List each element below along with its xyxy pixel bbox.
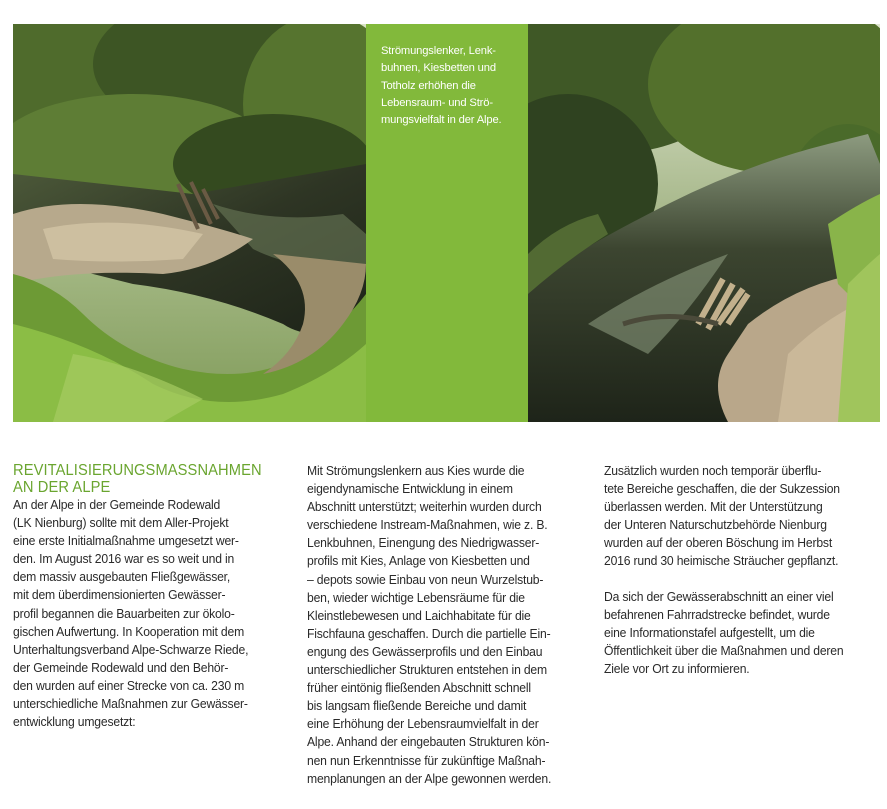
text-column-3 xyxy=(604,462,882,678)
text-line: wurden auf der oberen Böschung im Herbst xyxy=(604,535,833,551)
text-line: verschiedene Instream-Maßnahmen, wie z. B. xyxy=(307,517,548,533)
text-column-2 xyxy=(307,462,587,788)
text-line: eine Erhöhung der Lebensraumvielfalt in der xyxy=(307,716,539,732)
text-line: – depots sowie Einbau von neun Wurzelstub- xyxy=(307,571,544,587)
text-line: eigendynamische Entwicklung in einem xyxy=(307,481,513,497)
text-line: Abschnitt unterstützt; weiterhin wurden durch xyxy=(307,499,542,515)
text-column-1 xyxy=(13,496,288,731)
text-line: profil begannen die Bauarbeiten zur ökolo- xyxy=(13,605,235,621)
text-line: tete Bereiche geschaffen, die der Sukzession xyxy=(604,481,840,497)
text-line: Ziele vor Ort zu informieren. xyxy=(604,660,750,676)
text-line: der Unteren Naturschutzbehörde Nienburg xyxy=(604,517,827,533)
caption-line: Totholz erhöhen die xyxy=(381,79,476,92)
text-line: menplanungen an der Alpe gewonnen werden. xyxy=(307,770,552,786)
headline-line: AN DER ALPE xyxy=(13,479,111,496)
text-line: unterschiedliche Maßnahmen zur Gewässer- xyxy=(13,696,248,712)
text-line: Kleinstlebewesen und Laichhabitate für die xyxy=(307,607,531,623)
text-line: 2016 rund 30 heimische Sträucher gepflanzt. xyxy=(604,553,839,569)
paragraph-gap xyxy=(604,571,882,588)
text-line: Mit Strömungslenkern aus Kies wurde die xyxy=(307,463,525,478)
photo-stream-gravel-bank xyxy=(13,24,366,422)
text-line: den. Im August 2016 war es so weit und in xyxy=(13,551,235,567)
text-line: profils mit Kies, Anlage von Kiesbetten und xyxy=(307,553,530,569)
caption-line: Lebensraum- und Strö- xyxy=(381,96,493,109)
text-line: Da sich der Gewässerabschnitt an einer viel xyxy=(604,588,834,604)
text-line: gischen Aufwertung. In Kooperation mit dem xyxy=(13,623,245,639)
text-line: Alpe. Anhand der eingebauten Strukturen kön- xyxy=(307,734,550,750)
caption-line: mungsvielfalt in der Alpe. xyxy=(381,114,502,127)
text-line: Fischfauna geschaffen. Durch die partielle Ein- xyxy=(307,625,551,641)
text-line: nen nun Erkenntnisse für zukünftige Maßnah- xyxy=(307,752,546,768)
text-line: ben, wieder wichtige Lebensräume für die xyxy=(307,589,525,605)
photo-caption xyxy=(381,43,516,129)
text-line: Öffentlichkeit über die Maßnahmen und deren xyxy=(604,642,844,658)
text-line: entwicklung umgesetzt: xyxy=(13,714,136,730)
text-line: unterschiedlicher Strukturen entstehen in dem xyxy=(307,662,547,678)
text-line: der Gemeinde Rodewald und den Behör- xyxy=(13,659,229,675)
text-line: An der Alpe in der Gemeinde Rodewald xyxy=(13,497,221,512)
article-headline xyxy=(13,462,278,496)
photo-caption-box xyxy=(366,24,528,422)
text-line: Lenkbuhnen, Einengung des Niedrigwasser- xyxy=(307,535,540,551)
text-line: überlassen werden. Mit der Unterstützung xyxy=(604,499,823,515)
text-line: eine Informationstafel aufgestellt, um die xyxy=(604,624,815,640)
text-line: Zusätzlich wurden noch temporär überflu- xyxy=(604,463,822,478)
text-line: mit dem überdimensionierten Gewässer- xyxy=(13,587,226,603)
text-line: früher eintönig fließenden Abschnitt schnell xyxy=(307,680,531,696)
caption-line: buhnen, Kiesbetten und xyxy=(381,62,496,75)
caption-line: Strömungslenker, Lenk- xyxy=(381,45,496,57)
text-line: dem massiv ausgebauten Fließgewässer, xyxy=(13,569,231,585)
headline-line: REVITALISIERUNGSMASSNAHMEN xyxy=(13,462,262,479)
text-line: eine erste Initialmaßnahme umgesetzt wer- xyxy=(13,533,239,549)
text-line: den wurden auf einer Strecke von ca. 230 m xyxy=(13,677,245,693)
text-line: (LK Nienburg) sollte mit dem Aller-Projekt xyxy=(13,515,229,531)
text-line: befahrenen Fahrradstrecke befindet, wurde xyxy=(604,606,830,622)
text-line: engung des Gewässerprofils und den Einbau xyxy=(307,643,543,659)
photo-stream-root-stumps xyxy=(528,24,880,422)
text-line: Unterhaltungsverband Alpe-Schwarze Riede, xyxy=(13,641,249,657)
text-line: bis langsam fließende Bereiche und damit xyxy=(307,698,527,714)
